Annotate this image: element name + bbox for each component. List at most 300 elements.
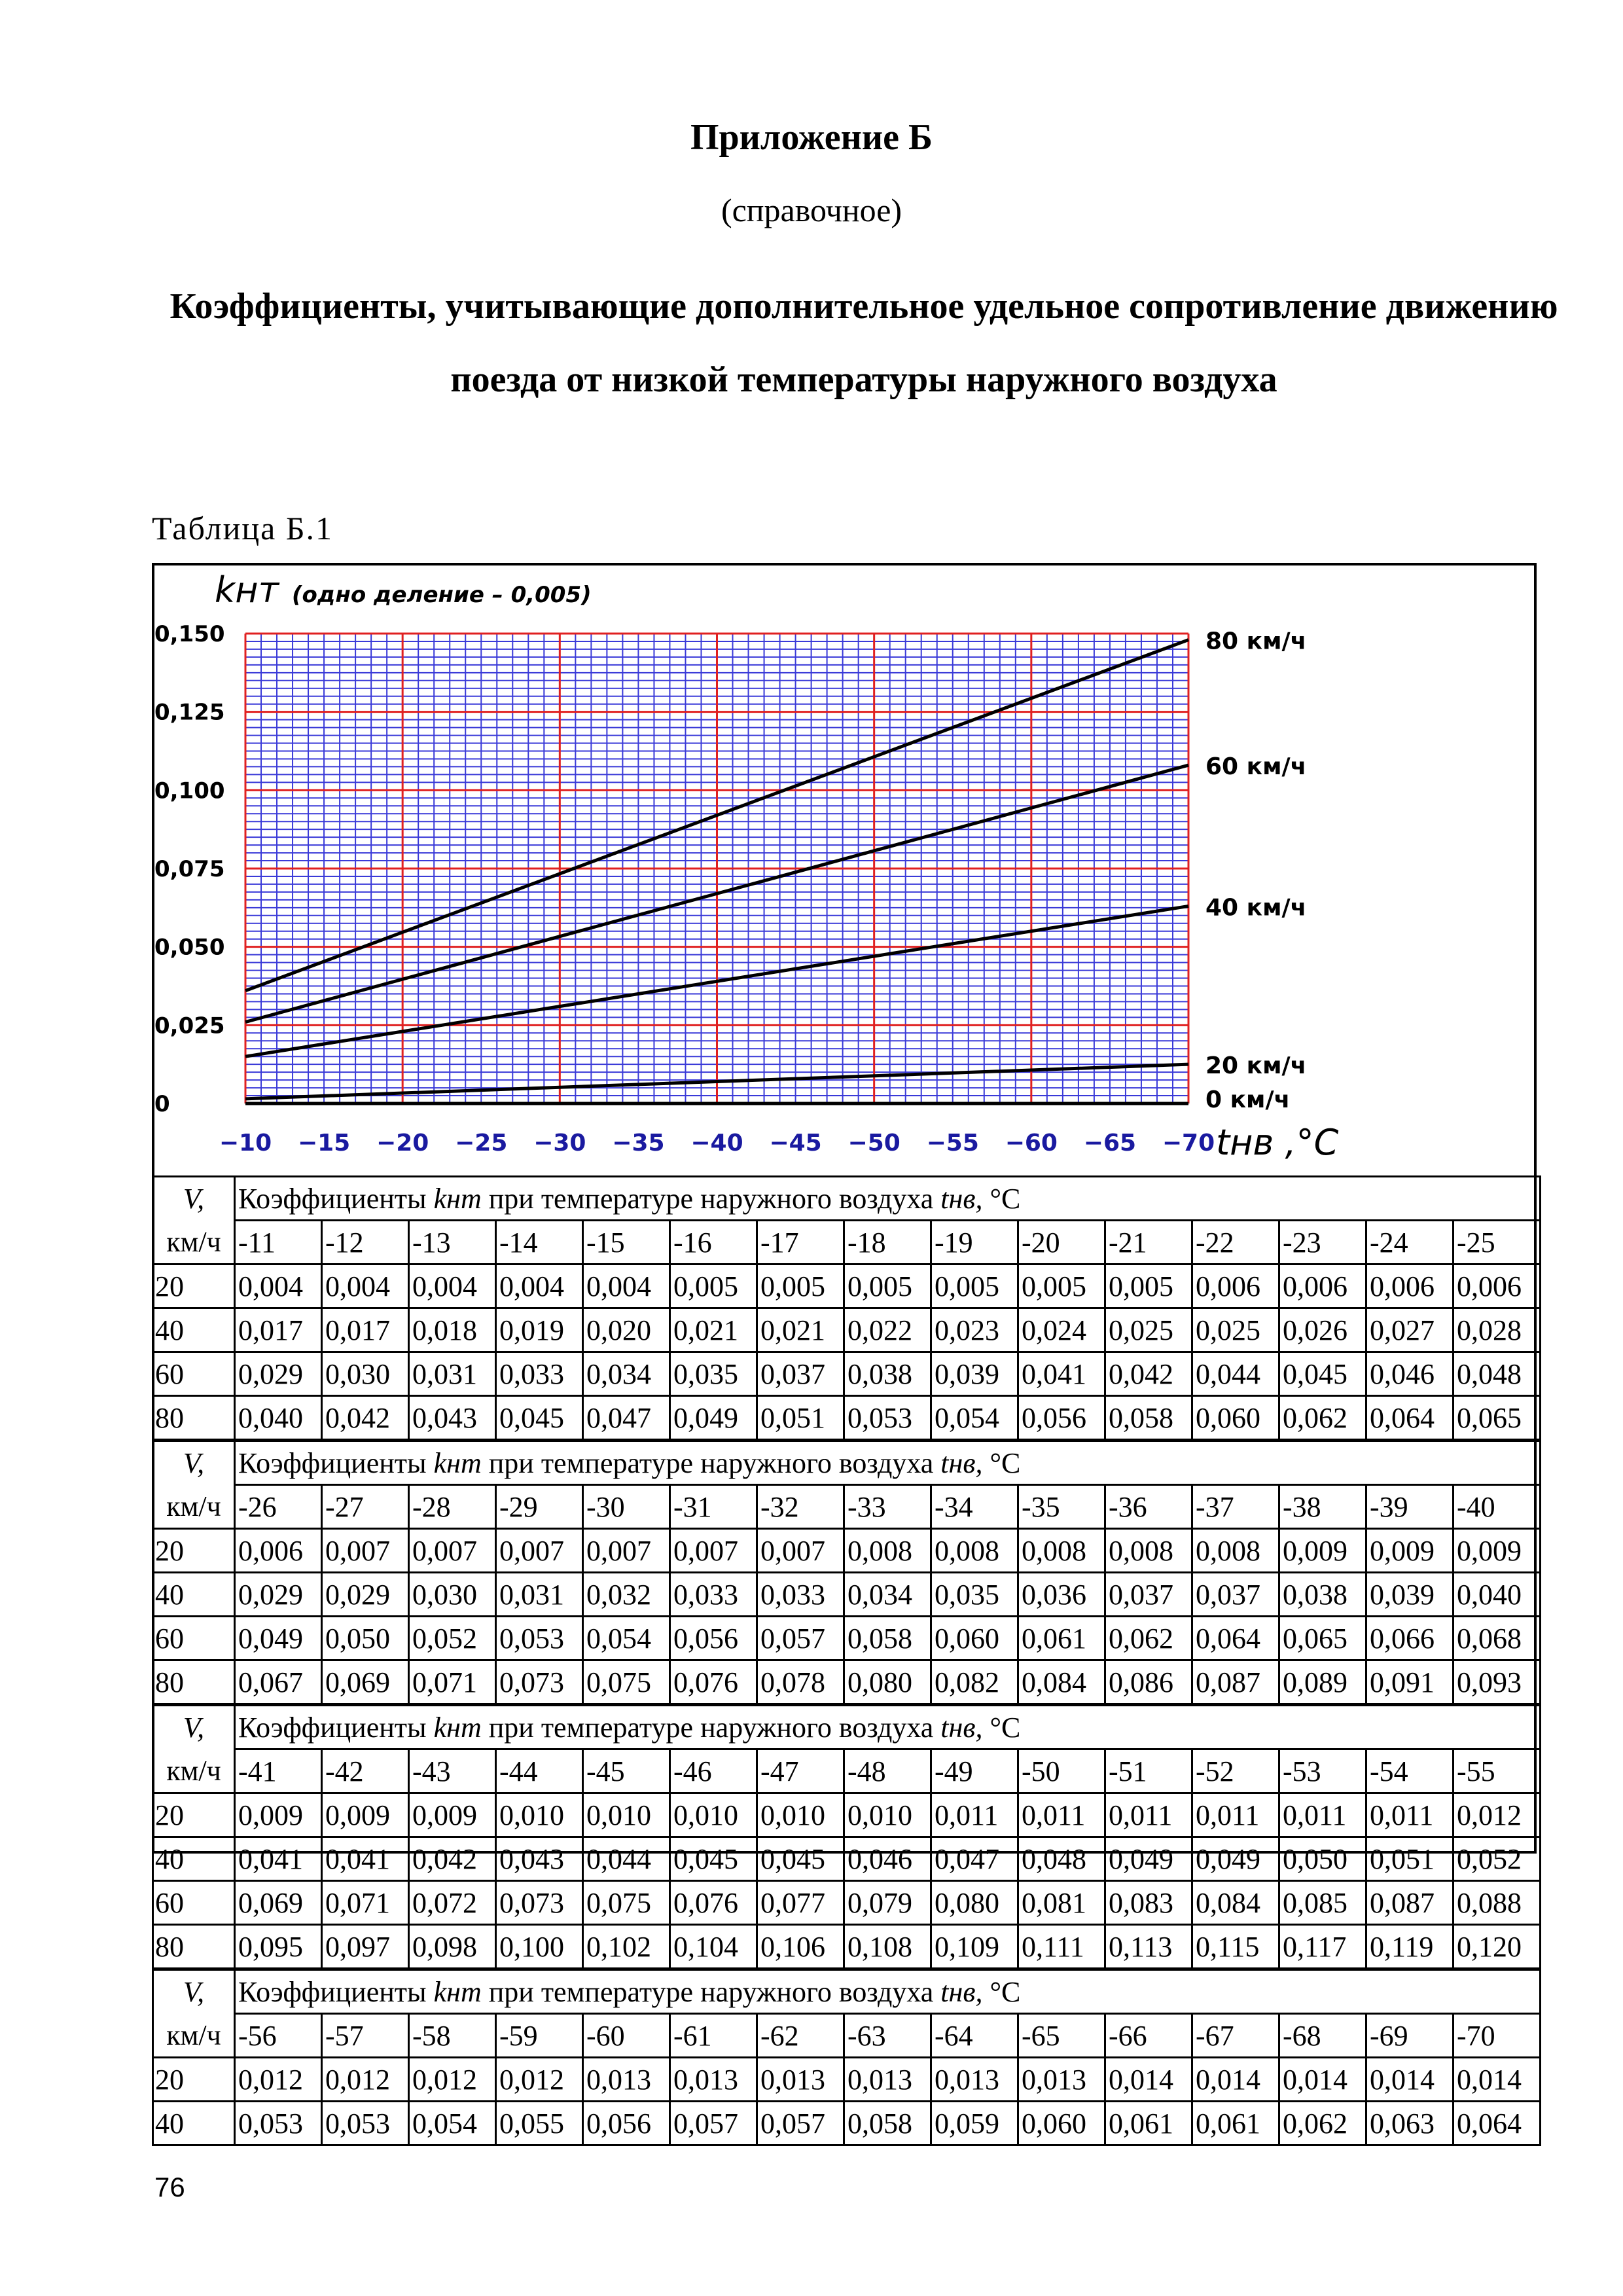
speed-cell: 20 (153, 1529, 235, 1573)
speed-header: V, (153, 1706, 235, 1749)
x-tick-label: −65 (1083, 1130, 1137, 1157)
coefficient-cell: 0,029 (322, 1573, 409, 1617)
temperature-header: -23 (1279, 1221, 1366, 1265)
appendix-heading: Коэффициенты, учитывающие дополнительное удельное сопротивление движению поезда от низкой температуры наружного воздуха (169, 286, 1558, 400)
speed-cell: 20 (153, 2058, 235, 2102)
caption-part: Коэффициенты (238, 1446, 427, 1479)
coefficient-cell: 0,009 (1279, 1529, 1366, 1573)
coefficient-cell: 0,050 (1279, 1837, 1366, 1881)
temperature-header: -26 (235, 1485, 322, 1529)
coefficient-cell: 0,120 (1454, 1925, 1541, 1969)
coefficient-cell: 0,063 (1366, 2102, 1454, 2145)
y-tick-label: 0 (154, 1091, 170, 1117)
coefficient-cell: 0,004 (583, 1265, 670, 1308)
coefficient-cell: 0,056 (670, 1617, 757, 1660)
page-number: 76 (154, 2172, 185, 2202)
coefficient-cell: 0,036 (1018, 1573, 1105, 1617)
coefficient-cell: 0,045 (496, 1396, 583, 1440)
temperature-header: -56 (235, 2014, 322, 2058)
y-axis-label: kнт (215, 569, 279, 611)
coefficient-cell: 0,076 (670, 1660, 757, 1704)
speed-cell: 20 (153, 1265, 235, 1308)
coefficient-cell: 0,048 (1454, 1352, 1541, 1396)
caption-part: Коэффициенты (238, 1711, 427, 1744)
coefficient-cell: 0,025 (1192, 1308, 1279, 1352)
temperature-header: -44 (496, 1749, 583, 1793)
temperature-header: -19 (931, 1221, 1018, 1265)
caption-part: tнв, (940, 1975, 983, 2008)
coefficient-cell: 0,009 (409, 1793, 496, 1837)
coefficient-cell: 0,079 (844, 1881, 931, 1925)
appendix-subtitle: (справочное) (721, 192, 902, 228)
x-tick-label: −70 (1162, 1130, 1215, 1157)
temperature-header: -28 (409, 1485, 496, 1529)
temperature-header: -46 (670, 1749, 757, 1793)
coefficient-cell: 0,006 (1279, 1265, 1366, 1308)
coefficient-cell: 0,109 (931, 1925, 1018, 1969)
coefficient-cell: 0,005 (1105, 1265, 1192, 1308)
coefficient-cell: 0,030 (409, 1573, 496, 1617)
coefficient-cell: 0,097 (322, 1925, 409, 1969)
coefficient-cell: 0,061 (1105, 2102, 1192, 2145)
coefficient-table (152, 1440, 1541, 1705)
coefficient-table (152, 1704, 1541, 1969)
coefficient-cell: 0,007 (757, 1529, 844, 1573)
speed-unit: км/ч (153, 2014, 235, 2058)
table-caption: Таблица Б.1 (152, 510, 334, 547)
coefficient-cell: 0,065 (1454, 1396, 1541, 1440)
temperature-header: -36 (1105, 1485, 1192, 1529)
caption-part: kнт (433, 1182, 482, 1215)
temperature-header: -59 (496, 2014, 583, 2058)
coefficient-cell: 0,071 (322, 1881, 409, 1925)
coefficient-cell: 0,008 (1105, 1529, 1192, 1573)
temperature-header: -18 (844, 1221, 931, 1265)
coefficient-cell: 0,061 (1018, 1617, 1105, 1660)
coefficient-cell: 0,057 (670, 2102, 757, 2145)
coefficient-cell: 0,058 (844, 2102, 931, 2145)
coefficient-cell: 0,053 (322, 2102, 409, 2145)
temperature-header: -51 (1105, 1749, 1192, 1793)
coefficient-cell: 0,072 (409, 1881, 496, 1925)
x-tick-label: −20 (376, 1130, 429, 1157)
coefficient-cell: 0,054 (931, 1396, 1018, 1440)
temperature-header: -48 (844, 1749, 931, 1793)
coefficient-cell: 0,023 (931, 1308, 1018, 1352)
table-row (153, 2058, 1541, 2102)
coefficient-cell: 0,111 (1018, 1925, 1105, 1969)
caption-part: при температуре наружного воздуха (488, 1446, 934, 1479)
speed-unit: км/ч (153, 1749, 235, 1793)
y-tick-label: 0,150 (154, 621, 225, 647)
temperature-header: -49 (931, 1749, 1018, 1793)
speed-cell: 80 (153, 1396, 235, 1440)
temperature-header: -69 (1366, 2014, 1454, 2058)
coefficient-cell: 0,014 (1366, 2058, 1454, 2102)
coefficient-cell: 0,037 (1105, 1573, 1192, 1617)
coefficient-cell: 0,020 (583, 1308, 670, 1352)
caption-part: tнв, (940, 1446, 983, 1479)
coefficient-cell: 0,044 (583, 1837, 670, 1881)
speed-cell: 60 (153, 1352, 235, 1396)
coefficient-cell: 0,004 (409, 1265, 496, 1308)
coefficient-cell: 0,073 (496, 1660, 583, 1704)
coefficient-cell: 0,013 (757, 2058, 844, 2102)
coefficient-cell: 0,045 (757, 1837, 844, 1881)
speed-cell: 40 (153, 2102, 235, 2145)
temperature-header: -70 (1454, 2014, 1541, 2058)
coefficient-cell: 0,045 (1279, 1352, 1366, 1396)
coefficient-cell: 0,050 (322, 1617, 409, 1660)
table-caption-cell (235, 1706, 1541, 1749)
temperature-header: -29 (496, 1485, 583, 1529)
coefficient-cell: 0,083 (1105, 1881, 1192, 1925)
coefficient-cell: 0,039 (931, 1352, 1018, 1396)
coefficient-cell: 0,012 (322, 2058, 409, 2102)
speed-unit: км/ч (153, 1221, 235, 1265)
temperature-header: -33 (844, 1485, 931, 1529)
caption-part: tнв, (940, 1182, 983, 1215)
x-tick-label: −25 (455, 1130, 508, 1157)
coefficient-cell: 0,013 (844, 2058, 931, 2102)
temperature-header: -38 (1279, 1485, 1366, 1529)
y-tick-label: 0,125 (154, 699, 225, 726)
caption-part: при температуре наружного воздуха (488, 1182, 934, 1215)
y-tick-label: 0,050 (154, 934, 225, 961)
caption-part: при температуре наружного воздуха (488, 1975, 934, 2008)
coefficient-cell: 0,011 (1105, 1793, 1192, 1837)
temperature-header: -45 (583, 1749, 670, 1793)
table-row (153, 1793, 1541, 1837)
speed-header: V, (153, 1441, 235, 1485)
temperature-header: -14 (496, 1221, 583, 1265)
coefficient-cell: 0,042 (1105, 1352, 1192, 1396)
coefficient-cell: 0,028 (1454, 1308, 1541, 1352)
table-caption-cell (235, 1441, 1541, 1485)
table-caption-cell (235, 1970, 1541, 2014)
coefficient-cell: 0,033 (670, 1573, 757, 1617)
speed-unit: км/ч (153, 1485, 235, 1529)
coefficient-cell: 0,102 (583, 1925, 670, 1969)
coefficient-cell: 0,042 (322, 1396, 409, 1440)
table-row (153, 1837, 1541, 1881)
temperature-header: -63 (844, 2014, 931, 2058)
coefficient-cell: 0,067 (235, 1660, 322, 1704)
coefficient-cell: 0,091 (1366, 1660, 1454, 1704)
y-tick-label: 0,075 (154, 856, 225, 882)
coefficient-cell: 0,041 (1018, 1352, 1105, 1396)
coefficient-cell: 0,005 (670, 1265, 757, 1308)
temperature-header: -58 (409, 2014, 496, 2058)
table-row (153, 1352, 1541, 1396)
temperature-header: -55 (1454, 1749, 1541, 1793)
coefficient-cell: 0,017 (235, 1308, 322, 1352)
temperature-header: -40 (1454, 1485, 1541, 1529)
temperature-header: -67 (1192, 2014, 1279, 2058)
coefficient-cell: 0,048 (1018, 1837, 1105, 1881)
coefficient-cell: 0,078 (757, 1660, 844, 1704)
table-row (153, 1660, 1541, 1704)
x-tick-label: −50 (847, 1130, 901, 1157)
coefficient-cell: 0,029 (235, 1573, 322, 1617)
table-caption-cell (235, 1177, 1541, 1221)
coefficient-cell: 0,030 (322, 1352, 409, 1396)
table-row (153, 2102, 1541, 2145)
temperature-header: -30 (583, 1485, 670, 1529)
coefficient-cell: 0,057 (757, 1617, 844, 1660)
coefficient-cell: 0,069 (322, 1660, 409, 1704)
temperature-header: -35 (1018, 1485, 1105, 1529)
coefficient-cell: 0,115 (1192, 1925, 1279, 1969)
coefficient-chart (152, 563, 1537, 1178)
coefficient-cell: 0,007 (496, 1529, 583, 1573)
temperature-header: -65 (1018, 2014, 1105, 2058)
coefficient-cell: 0,008 (1192, 1529, 1279, 1573)
coefficient-cell: 0,086 (1105, 1660, 1192, 1704)
speed-cell: 80 (153, 1660, 235, 1704)
coefficient-cell: 0,100 (496, 1925, 583, 1969)
x-axis-label: tнв ,°C (1216, 1122, 1339, 1163)
caption-part: kнт (433, 1975, 482, 2008)
speed-cell: 40 (153, 1573, 235, 1617)
coefficient-cell: 0,080 (844, 1660, 931, 1704)
coefficient-cell: 0,005 (757, 1265, 844, 1308)
coefficient-cell: 0,041 (235, 1837, 322, 1881)
coefficient-cell: 0,064 (1192, 1617, 1279, 1660)
coefficient-cell: 0,009 (1454, 1529, 1541, 1573)
coefficient-cell: 0,037 (757, 1352, 844, 1396)
speed-header: V, (153, 1177, 235, 1221)
coefficient-cell: 0,013 (931, 2058, 1018, 2102)
coefficient-cell: 0,045 (670, 1837, 757, 1881)
temperature-header: -62 (757, 2014, 844, 2058)
coefficient-cell: 0,033 (757, 1573, 844, 1617)
coefficient-cell: 0,027 (1366, 1308, 1454, 1352)
coefficient-cell: 0,046 (844, 1837, 931, 1881)
temperature-header: -25 (1454, 1221, 1541, 1265)
temperature-header: -24 (1366, 1221, 1454, 1265)
speed-cell: 40 (153, 1837, 235, 1881)
coefficient-cell: 0,047 (583, 1396, 670, 1440)
coefficient-cell: 0,049 (1105, 1837, 1192, 1881)
table-row (153, 1573, 1541, 1617)
coefficient-cell: 0,022 (844, 1308, 931, 1352)
series-label: 60 км/ч (1205, 753, 1307, 781)
temperature-header: -53 (1279, 1749, 1366, 1793)
coefficient-cell: 0,014 (1105, 2058, 1192, 2102)
coefficient-cell: 0,031 (496, 1573, 583, 1617)
caption-part: kнт (433, 1446, 482, 1479)
coefficient-cell: 0,035 (931, 1573, 1018, 1617)
temperature-header: -32 (757, 1485, 844, 1529)
temperature-header: -41 (235, 1749, 322, 1793)
coefficient-cell: 0,006 (1366, 1265, 1454, 1308)
coefficient-cell: 0,031 (409, 1352, 496, 1396)
coefficient-cell: 0,010 (757, 1793, 844, 1837)
coefficient-cell: 0,049 (1192, 1837, 1279, 1881)
coefficient-cell: 0,007 (670, 1529, 757, 1573)
coefficient-cell: 0,034 (844, 1573, 931, 1617)
series-label: 20 км/ч (1205, 1052, 1307, 1080)
coefficient-cell: 0,054 (583, 1617, 670, 1660)
table-row (153, 1881, 1541, 1925)
coefficient-cell: 0,032 (583, 1573, 670, 1617)
coefficient-cell: 0,010 (496, 1793, 583, 1837)
coefficient-cell: 0,035 (670, 1352, 757, 1396)
coefficient-cell: 0,060 (931, 1617, 1018, 1660)
x-tick-label: −10 (219, 1130, 272, 1157)
coefficient-cell: 0,052 (409, 1617, 496, 1660)
y-tick-label: 0,025 (154, 1013, 225, 1039)
coefficient-cell: 0,061 (1192, 2102, 1279, 2145)
coefficient-cell: 0,053 (235, 2102, 322, 2145)
coefficient-cell: 0,004 (496, 1265, 583, 1308)
caption-part: tнв, (940, 1711, 983, 1744)
coefficient-cell: 0,026 (1279, 1308, 1366, 1352)
coefficient-cell: 0,014 (1192, 2058, 1279, 2102)
table-row (153, 1265, 1541, 1308)
coefficient-cell: 0,077 (757, 1881, 844, 1925)
coefficient-cell: 0,093 (1454, 1660, 1541, 1704)
coefficient-cell: 0,039 (1366, 1573, 1454, 1617)
speed-cell: 40 (153, 1308, 235, 1352)
coefficient-cell: 0,053 (844, 1396, 931, 1440)
coefficient-table (152, 1175, 1541, 1441)
coefficient-cell: 0,021 (757, 1308, 844, 1352)
coefficient-cell: 0,010 (583, 1793, 670, 1837)
x-tick-label: −60 (1005, 1130, 1058, 1157)
coefficient-cell: 0,085 (1279, 1881, 1366, 1925)
coefficient-cell: 0,011 (1192, 1793, 1279, 1837)
speed-header: V, (153, 1970, 235, 2014)
speed-cell: 20 (153, 1793, 235, 1837)
coefficient-cell: 0,038 (844, 1352, 931, 1396)
temperature-header: -66 (1105, 2014, 1192, 2058)
coefficient-cell: 0,042 (409, 1837, 496, 1881)
coefficient-cell: 0,075 (583, 1881, 670, 1925)
coefficient-cell: 0,012 (496, 2058, 583, 2102)
coefficient-cell: 0,059 (931, 2102, 1018, 2145)
coefficient-cell: 0,008 (844, 1529, 931, 1573)
coefficient-cell: 0,009 (322, 1793, 409, 1837)
speed-cell: 60 (153, 1881, 235, 1925)
series-label: 80 км/ч (1205, 628, 1307, 655)
temperature-header: -22 (1192, 1221, 1279, 1265)
coefficient-cell: 0,040 (1454, 1573, 1541, 1617)
coefficient-cell: 0,071 (409, 1660, 496, 1704)
coefficient-cell: 0,005 (931, 1265, 1018, 1308)
temperature-header: -50 (1018, 1749, 1105, 1793)
coefficient-cell: 0,014 (1279, 2058, 1366, 2102)
coefficient-cell: 0,043 (496, 1837, 583, 1881)
coefficient-cell: 0,011 (931, 1793, 1018, 1837)
coefficient-cell: 0,066 (1366, 1617, 1454, 1660)
coefficient-cell: 0,049 (235, 1617, 322, 1660)
coefficient-cell: 0,069 (235, 1881, 322, 1925)
table-row (153, 1396, 1541, 1440)
series-label: 40 км/ч (1205, 894, 1307, 922)
coefficient-cell: 0,075 (583, 1660, 670, 1704)
coefficient-cell: 0,073 (496, 1881, 583, 1925)
y-axis-note: (одно деление – 0,005) (292, 582, 592, 608)
temperature-header: -27 (322, 1485, 409, 1529)
coefficient-cell: 0,106 (757, 1925, 844, 1969)
temperature-header: -54 (1366, 1749, 1454, 1793)
coefficient-cell: 0,080 (931, 1881, 1018, 1925)
coefficient-cell: 0,011 (1279, 1793, 1366, 1837)
caption-part: °С (990, 1975, 1021, 2008)
coefficient-cell: 0,049 (670, 1396, 757, 1440)
temperature-header: -13 (409, 1221, 496, 1265)
coefficient-cell: 0,062 (1279, 2102, 1366, 2145)
coefficient-cell: 0,064 (1366, 1396, 1454, 1440)
table-row (153, 1308, 1541, 1352)
coefficient-cell: 0,011 (1366, 1793, 1454, 1837)
y-tick-label: 0,100 (154, 778, 225, 804)
temperature-header: -21 (1105, 1221, 1192, 1265)
coefficient-cell: 0,047 (931, 1837, 1018, 1881)
coefficient-cell: 0,046 (1366, 1352, 1454, 1396)
coefficient-cell: 0,095 (235, 1925, 322, 1969)
coefficient-cell: 0,058 (844, 1617, 931, 1660)
caption-part: kнт (433, 1711, 482, 1744)
coefficient-cell: 0,034 (583, 1352, 670, 1396)
coefficient-cell: 0,004 (235, 1265, 322, 1308)
temperature-header: -60 (583, 2014, 670, 2058)
coefficient-cell: 0,014 (1454, 2058, 1541, 2102)
coefficient-table (152, 1969, 1541, 2146)
coefficient-cell: 0,008 (1018, 1529, 1105, 1573)
coefficient-cell: 0,017 (322, 1308, 409, 1352)
speed-cell: 60 (153, 1617, 235, 1660)
coefficient-cell: 0,025 (1105, 1308, 1192, 1352)
coefficient-cell: 0,007 (322, 1529, 409, 1573)
coefficient-cell: 0,065 (1279, 1617, 1366, 1660)
coefficient-cell: 0,038 (1279, 1573, 1366, 1617)
coefficient-cell: 0,012 (1454, 1793, 1541, 1837)
coefficient-cell: 0,117 (1279, 1925, 1366, 1969)
coefficient-cell: 0,054 (409, 2102, 496, 2145)
coefficient-cell: 0,009 (235, 1793, 322, 1837)
coefficient-cell: 0,088 (1454, 1881, 1541, 1925)
coefficient-cell: 0,012 (235, 2058, 322, 2102)
temperature-header: -20 (1018, 1221, 1105, 1265)
coefficient-cell: 0,108 (844, 1925, 931, 1969)
x-tick-label: −15 (297, 1130, 351, 1157)
temperature-header: -34 (931, 1485, 1018, 1529)
temperature-header: -47 (757, 1749, 844, 1793)
temperature-header: -42 (322, 1749, 409, 1793)
caption-part: при температуре наружного воздуха (488, 1711, 934, 1744)
coefficient-cell: 0,089 (1279, 1660, 1366, 1704)
coefficient-cell: 0,113 (1105, 1925, 1192, 1969)
coefficient-cell: 0,051 (1366, 1837, 1454, 1881)
appendix-title: Приложение Б (690, 117, 933, 158)
series-label: 0 км/ч (1205, 1086, 1291, 1113)
x-tick-label: −55 (926, 1130, 979, 1157)
caption-part: °С (990, 1446, 1021, 1479)
coefficient-cell: 0,082 (931, 1660, 1018, 1704)
coefficient-cell: 0,007 (409, 1529, 496, 1573)
coefficient-cell: 0,062 (1105, 1617, 1192, 1660)
coefficient-cell: 0,119 (1366, 1925, 1454, 1969)
caption-part: Коэффициенты (238, 1182, 427, 1215)
speed-cell: 80 (153, 1925, 235, 1969)
coefficient-cell: 0,040 (235, 1396, 322, 1440)
coefficient-cell: 0,060 (1192, 1396, 1279, 1440)
coefficient-cell: 0,041 (322, 1837, 409, 1881)
temperature-header: -57 (322, 2014, 409, 2058)
